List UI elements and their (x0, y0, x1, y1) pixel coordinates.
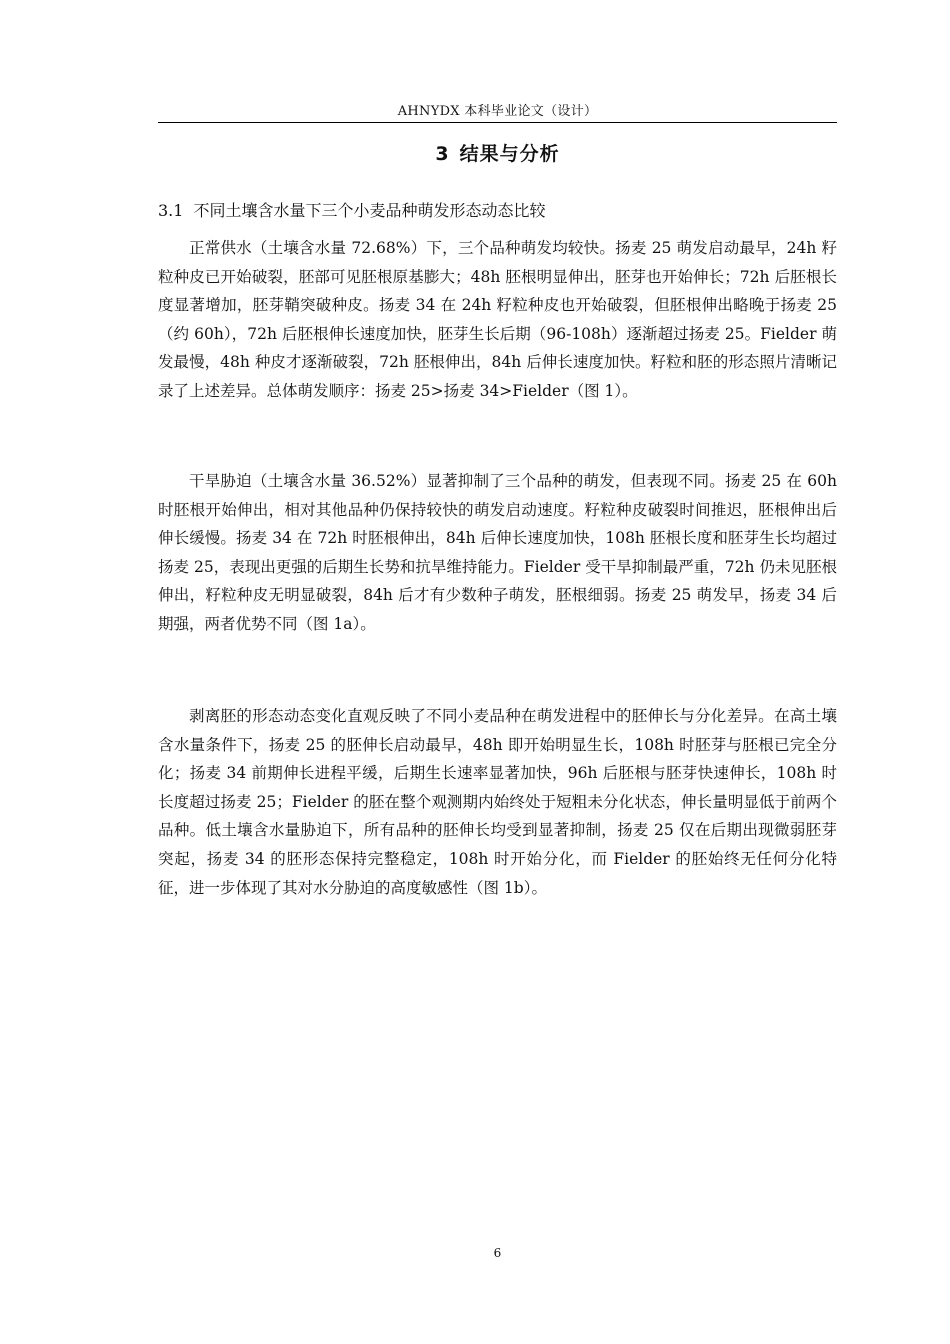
page-number: 6 (493, 1246, 502, 1260)
header-title: AHNYDX 本科毕业论文（设计） (397, 104, 598, 119)
paragraph-normal-water: 正常供水（土壤含水量 72.68%）下，三个品种萌发均较快。扬麦 25 萌发启动最早，24h 籽粒种皮已开始破裂，胚部可见胚根原基膨大；48h 胚根明显伸出，胚芽也开始伸长；72h 后胚根长度显著增加，胚芽鞘突破种皮。扬麦 34 在 24h 籽粒种皮也开始破裂，但胚根伸出略晚于扬麦 25（约 60h），72h 后胚根伸长速度加快，胚芽生长后期（96-108h）逐渐超过扬麦 25。Fielder 萌发最慢，48h 种皮才逐渐破裂，72h 胚根伸出，84h 后伸长速度加快。籽粒和胚的形态照片清晰记录了上述差异。总体萌发顺序：扬麦 25>扬麦 34>Fielder（图 1）。 (158, 239, 837, 400)
section-title (158, 139, 837, 169)
subsection-number: 3.1 (158, 201, 184, 220)
page-header (158, 102, 837, 123)
section-number: 3 (435, 143, 450, 165)
subsection-title-text: 不同土壤含水量下三个小麦品种萌发形态动态比较 (193, 201, 546, 220)
paragraph-drought-stress: 干旱胁迫（土壤含水量 36.52%）显著抑制了三个品种的萌发，但表现不同。扬麦 25 在 60h 时胚根开始伸出，相对其他品种仍保持较快的萌发启动速度。籽粒种皮破裂时间推迟，胚根伸出后伸长缓慢。扬麦 34 在 72h 时胚根伸出，84h 后伸长速度加快，108h 胚根长度和胚芽生长均超过扬麦 25，表现出更强的后期生长势和抗旱维持能力。Fielder 受干旱抑制最严重，72h 仍未见胚根伸出，籽粒种皮无明显破裂，84h 后才有少数种子萌发，胚根细弱。扬麦 25 萌发早，扬麦 34 后期强，两者优势不同（图 1a）。 (158, 472, 837, 633)
subsection-title (158, 197, 837, 225)
paragraph-embryo-morphology: 剥离胚的形态动态变化直观反映了不同小麦品种在萌发进程中的胚伸长与分化差异。在高土壤含水量条件下，扬麦 25 的胚伸长启动最早，48h 即开始明显生长，108h 时胚芽与胚根已完全分化；扬麦 34 前期伸长进程平缓，后期生长速率显著加快，96h 后胚根与胚芽快速伸长，108h 时长度超过扬麦 25；Fielder 的胚在整个观测期内始终处于短粗未分化状态，伸长量明显低于前两个品种。低土壤含水量胁迫下，所有品种的胚伸长均受到显著抑制，扬麦 25 仅在后期出现微弱胚芽突起，扬麦 34 的胚形态保持完整稳定，108h 时开始分化，而 Fielder 的胚始终无任何分化特征，进一步体现了其对水分胁迫的高度敏感性（图 1b）。 (158, 707, 837, 897)
section-title-text: 结果与分析 (459, 143, 560, 165)
